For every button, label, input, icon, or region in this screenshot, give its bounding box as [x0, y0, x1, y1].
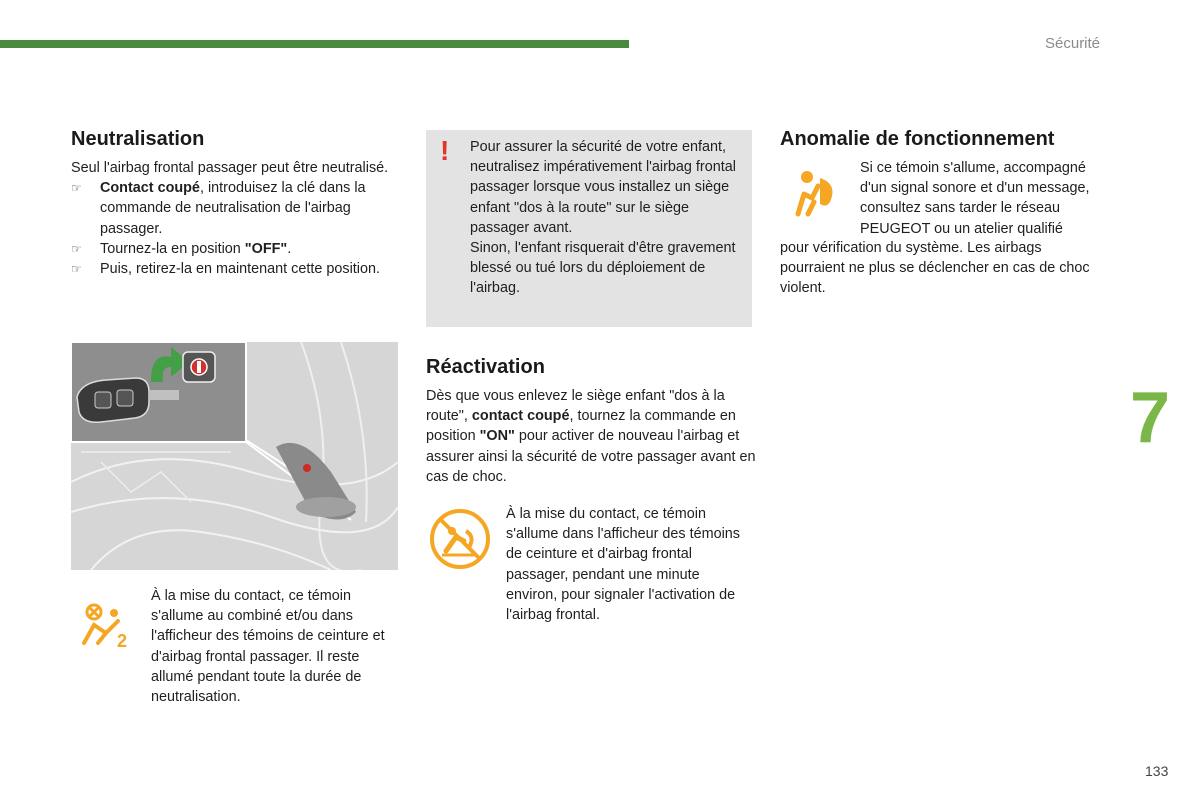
- page-number: 133: [1145, 763, 1169, 779]
- reactivation-title: Réactivation: [426, 356, 545, 378]
- reactivation-text-b: , tournez la commande en position: [426, 408, 736, 445]
- bullet-hand-icon: ☞: [71, 262, 82, 277]
- reactivation-body: [426, 386, 756, 487]
- anomalie-text-beside-icon: Si ce témoin s'allume, accompagné d'un signal sonore et d'un message, consultez sans tarder le réseau PEUGEOT ou un atelier qualifié: [860, 160, 1090, 237]
- neutralisation-title: Neutralisation: [71, 128, 205, 150]
- dashboard-drawing: [71, 342, 398, 570]
- header-green-bar: [0, 40, 629, 48]
- warning-text: [470, 137, 750, 299]
- reactivation-text-c: pour activer de nouveau l'airbag et assurer ainsi la sécurité de votre passager avant en cas de choc.: [426, 428, 756, 485]
- section-label: Sécurité: [1045, 35, 1101, 52]
- step3-text: Puis, retirez-la en maintenant cette position.: [100, 261, 380, 278]
- warning-text-2: Sinon, l'enfant risquerait d'être gravement blessé ou tué lors du déploiement de l'airbag.: [470, 240, 736, 297]
- neutralisation-steps: [71, 178, 401, 279]
- airbag-off-indicator-icon: [80, 603, 134, 654]
- step2-text: Tournez-la en position: [100, 240, 245, 257]
- anomalie-title: Anomalie de fonctionnement: [780, 128, 1055, 150]
- warning-text-1: Pour assurer la sécurité de votre enfant, neutralisez impérativement l'airbag frontal passager lorsque vous installez un siège enfant "dos à la route" sur le siège passager avant.: [470, 139, 736, 236]
- step2-end: .: [287, 240, 292, 257]
- step-item: [71, 239, 401, 259]
- step-item: [71, 178, 401, 239]
- bullet-hand-icon: ☞: [71, 181, 82, 196]
- reactivation-indicator-text: À la mise du contact, ce témoin s'allume dans l'afficheur des témoins de ceinture et d'airbag frontal passager, pendant une minute environ, pour signaler l'activation de l'airbag frontal.: [506, 506, 741, 624]
- anomalie-text-below: pour vérification du système. Les airbags pourraient ne plus se déclencher en cas de choc violent.: [780, 240, 1090, 297]
- svg-text:2: 2: [117, 631, 128, 649]
- step2-bold: "OFF": [244, 240, 288, 257]
- airbag-fault-warning-icon: [790, 168, 842, 223]
- airbag-active-indicator-icon: [428, 507, 492, 576]
- step1-text: , introduisez la clé dans la commande de neutralisation de l'airbag passager.: [100, 180, 366, 237]
- reactivation-bold-2: "ON": [479, 428, 515, 445]
- warning-exclamation-icon: !: [440, 135, 450, 166]
- step1-bold: Contact coupé: [100, 180, 200, 197]
- airbag-switch-illustration: [71, 342, 398, 570]
- neutralisation-indicator-text: À la mise du contact, ce témoin s'allume au combiné et/ou dans l'afficheur des témoins de ceinture et d'airbag frontal passager. Il reste allumé pendant toute la durée de neutralisation.: [151, 588, 385, 706]
- reactivation-text-a: Dès que vous enlevez le siège enfant "dos à la route",: [426, 388, 725, 425]
- step-item: [71, 259, 401, 279]
- neutralisation-body: [71, 158, 401, 279]
- bullet-hand-icon: ☞: [71, 241, 82, 256]
- chapter-number: 7: [1130, 378, 1171, 458]
- reactivation-bold-1: contact coupé: [471, 408, 570, 425]
- neutralisation-intro: Seul l'airbag frontal passager peut être neutralisé.: [71, 160, 389, 176]
